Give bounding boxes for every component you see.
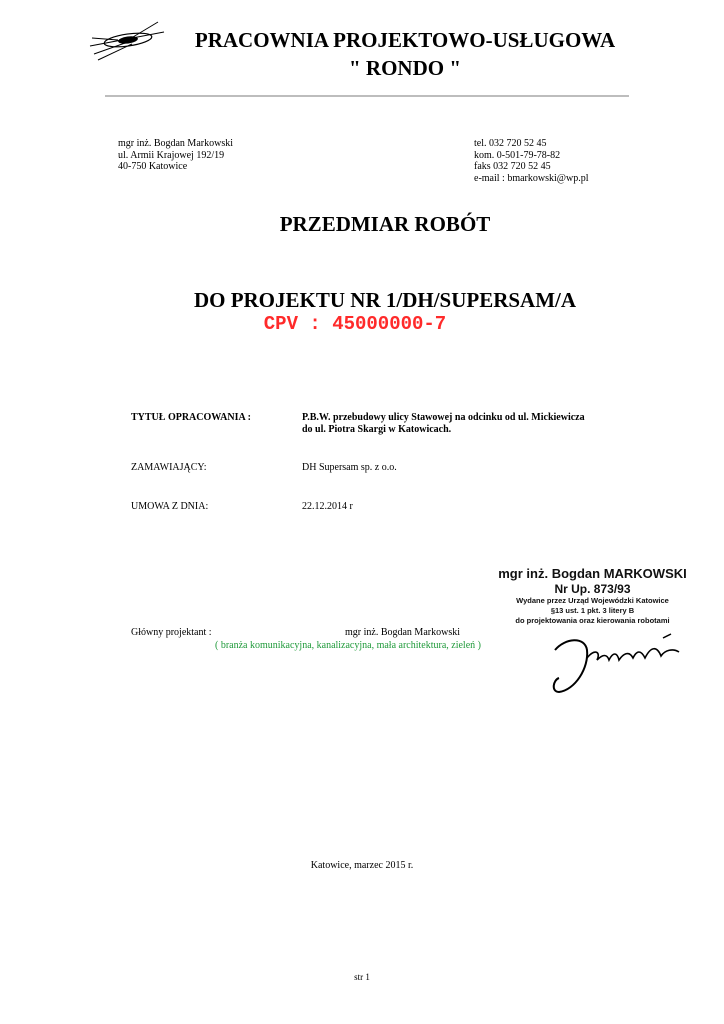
- designer-branches: ( branża komunikacyjna, kanalizacyjna, mała architektura, zieleń ): [215, 640, 481, 651]
- firm-name: [160, 26, 650, 82]
- stamp-line2: Nr Up. 873/93: [554, 582, 631, 596]
- firm-name-line2: " RONDO ": [349, 56, 461, 80]
- document-title: PRZEDMIAR ROBÓT: [279, 212, 491, 236]
- license-stamp: [485, 566, 700, 626]
- contact-mobile: kom. 0-501-79-78-82: [474, 149, 561, 161]
- contact-email: e-mail : bmarkowski@wp.pl: [474, 172, 589, 184]
- designer-name: mgr inż. Bogdan Markowski: [345, 627, 460, 638]
- client-value: DH Supersam sp. z o.o.: [302, 462, 397, 473]
- designer-label: Główny projektant :: [131, 627, 212, 638]
- title-value-line1: P.B.W. przebudowy ulicy Stawowej na odcinku od ul. Mickiewicza: [302, 412, 585, 423]
- contact-tel: tel. 032 720 52 45: [474, 138, 547, 149]
- place-and-date: Katowice, marzec 2015 r.: [310, 860, 414, 871]
- cpv-code: CPV : 45000000-7: [263, 313, 447, 335]
- rondo-logo-icon: [88, 20, 166, 62]
- header-divider: [105, 95, 629, 97]
- contact-city: 40-750 Katowice: [118, 161, 188, 172]
- title-value: [302, 412, 642, 435]
- client-label: ZAMAWIAJĄCY:: [131, 462, 207, 473]
- signature-icon: [545, 628, 695, 698]
- title-value-line2: do ul. Piotra Skargi w Katowicach.: [302, 423, 452, 435]
- contact-name: mgr inż. Bogdan Markowski: [118, 138, 233, 149]
- project-number: DO PROJEKTU NR 1/DH/SUPERSAM/A: [193, 288, 577, 312]
- contact-street: ul. Armii Krajowej 192/19: [118, 149, 225, 161]
- stamp-line5: do projektowania oraz kierowania robotami: [515, 616, 670, 625]
- contract-date-label: UMOWA Z DNIA:: [131, 501, 209, 512]
- stamp-line1: mgr inż. Bogdan MARKOWSKI: [498, 566, 687, 581]
- stamp-line3: Wydane przez Urząd Wojewódzki Katowice: [516, 596, 669, 605]
- contact-fax: faks 032 720 52 45: [474, 161, 551, 172]
- page-number: str 1: [354, 972, 370, 982]
- contract-date-value: 22.12.2014 r: [302, 501, 353, 512]
- stamp-line4: §13 ust. 1 pkt. 3 litery B: [550, 606, 635, 615]
- title-label: TYTUŁ OPRACOWANIA :: [131, 412, 252, 423]
- contact-block-left: [118, 138, 233, 173]
- contact-block-right: [474, 138, 588, 184]
- firm-name-line1: PRACOWNIA PROJEKTOWO-USŁUGOWA: [194, 28, 616, 52]
